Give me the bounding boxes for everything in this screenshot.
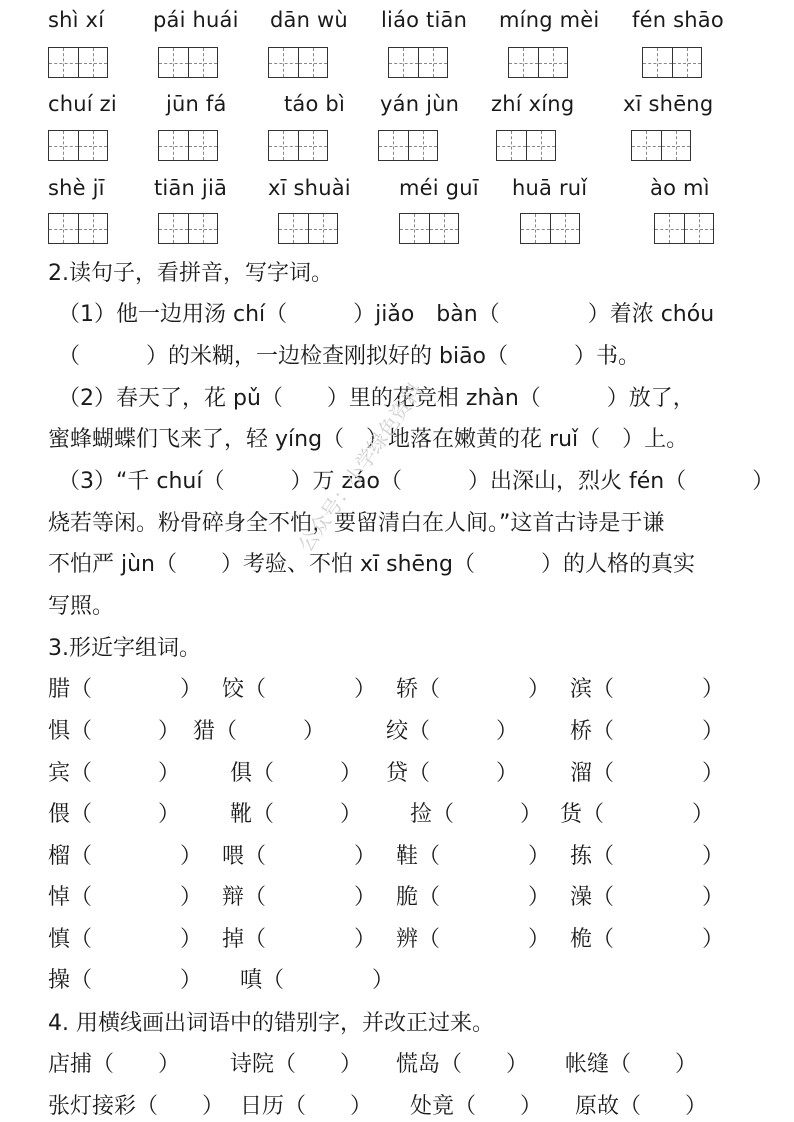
word-item: 喂（ ） xyxy=(222,844,377,869)
word-item: 桅（ ） xyxy=(570,927,725,952)
word-item: 货（ ） xyxy=(560,802,715,827)
word-item: 脆（ ） xyxy=(396,885,551,910)
section-heading: 2.读句子，看拼音，写字词。 xyxy=(48,261,333,286)
word-item: 俱（ ） xyxy=(230,761,363,786)
pinyin-label: xī shuài xyxy=(268,176,351,200)
word-item: 掉（ ） xyxy=(222,927,377,952)
word-item: 帐缝（ ） xyxy=(565,1052,698,1077)
writing-box[interactable] xyxy=(158,47,218,78)
word-item: 张灯接彩（ ） xyxy=(48,1094,225,1119)
pinyin-label: dān wù xyxy=(270,8,348,32)
word-item: 处竟（ ） xyxy=(410,1094,543,1119)
pinyin-label: táo bì xyxy=(284,92,345,116)
writing-box[interactable] xyxy=(278,213,338,244)
writing-box[interactable] xyxy=(48,213,108,244)
writing-box[interactable] xyxy=(642,47,702,78)
pinyin-label: xī shēng xyxy=(623,92,714,116)
writing-box[interactable] xyxy=(520,213,580,244)
pinyin-label: ào mì xyxy=(650,176,710,200)
sentence-line: （2）春天了，花 pǔ（ ）里的花竞相 zhàn（ ）放了， xyxy=(58,386,695,411)
writing-box[interactable] xyxy=(508,47,568,78)
writing-box[interactable] xyxy=(654,213,714,244)
word-item: 滨（ ） xyxy=(570,677,725,702)
word-item: 嗔（ ） xyxy=(240,968,395,993)
word-item: 日历（ ） xyxy=(240,1094,373,1119)
word-item: 饺（ ） xyxy=(222,677,377,702)
pinyin-label: shì xí xyxy=(48,8,105,32)
word-item: 慌岛（ ） xyxy=(396,1052,529,1077)
writing-box[interactable] xyxy=(496,130,556,161)
word-item: 澡（ ） xyxy=(570,885,725,910)
section-heading: 3.形近字组词。 xyxy=(48,636,201,661)
word-item: 轿（ ） xyxy=(396,677,551,702)
word-item: 绞（ ） xyxy=(386,719,519,744)
pinyin-label: fén shāo xyxy=(632,8,724,32)
word-item: 偎（ ） xyxy=(48,802,181,827)
word-item: 腊（ ） xyxy=(48,677,203,702)
word-item: 贷（ ） xyxy=(386,761,519,786)
writing-box[interactable] xyxy=(268,130,328,161)
writing-box[interactable] xyxy=(48,130,108,161)
sentence-line: （3）“千 chuí（ ）万 záo（ ）出深山，烈火 fén（ ） xyxy=(58,469,775,494)
word-item: 鞋（ ） xyxy=(396,844,551,869)
word-item: 猎（ ） xyxy=(193,719,326,744)
pinyin-label: huā ruǐ xyxy=(512,176,588,200)
word-item: 捡（ ） xyxy=(410,802,543,827)
sentence-line: （1）他一边用汤 chí（ ）jiǎo bàn（ ）着浓 chóu xyxy=(58,302,715,327)
word-item: 榴（ ） xyxy=(48,844,203,869)
writing-box[interactable] xyxy=(399,213,459,244)
word-item: 操（ ） xyxy=(48,968,203,993)
pinyin-label: méi guī xyxy=(399,176,479,200)
writing-box[interactable] xyxy=(48,47,108,78)
sentence-line: 蜜蜂蝴蝶们飞来了，轻 yíng（ ）地落在嫩黄的花 ruǐ（ ）上。 xyxy=(48,427,689,452)
sentence-line: 写照。 xyxy=(48,594,115,619)
pinyin-label: jūn fá xyxy=(166,92,227,116)
word-item: 桥（ ） xyxy=(570,719,725,744)
watermark: 公众号：小学绿色资料 xyxy=(293,378,428,557)
writing-box[interactable] xyxy=(158,213,218,244)
pinyin-label: tiān jiā xyxy=(154,176,228,200)
pinyin-label: shè jī xyxy=(48,176,105,200)
pinyin-label: pái huái xyxy=(153,8,239,32)
word-item: 拣（ ） xyxy=(570,844,725,869)
word-item: 诗院（ ） xyxy=(230,1052,363,1077)
pinyin-label: míng mèi xyxy=(499,8,600,32)
sentence-line: （ ）的米糊，一边检查刚拟好的 biāo（ ）书。 xyxy=(58,344,641,369)
pinyin-label: liáo tiān xyxy=(381,8,468,32)
pinyin-label: zhí xíng xyxy=(491,92,575,116)
pinyin-label: yán jùn xyxy=(380,92,460,116)
word-item: 店捕（ ） xyxy=(48,1052,181,1077)
word-item: 靴（ ） xyxy=(230,802,363,827)
pinyin-label: chuí zi xyxy=(48,92,117,116)
writing-box[interactable] xyxy=(158,130,218,161)
writing-box[interactable] xyxy=(631,130,691,161)
word-item: 宾（ ） xyxy=(48,761,181,786)
word-item: 辨（ ） xyxy=(396,927,551,952)
sentence-line: 烧若等闲。粉骨碎身全不怕，要留清白在人间。”这首古诗是于谦 xyxy=(48,511,665,536)
word-item: 惧（ ） xyxy=(48,719,181,744)
word-item: 悼（ ） xyxy=(48,885,203,910)
section-heading: 4. 用横线画出词语中的错别字，并改正过来。 xyxy=(48,1011,494,1036)
sentence-line: 不怕严 jùn（ ）考验、不怕 xī shēng（ ）的人格的真实 xyxy=(48,552,695,577)
word-item: 慎（ ） xyxy=(48,927,203,952)
word-item: 溜（ ） xyxy=(570,761,725,786)
writing-box[interactable] xyxy=(268,47,328,78)
word-item: 辩（ ） xyxy=(222,885,377,910)
word-item: 原故（ ） xyxy=(575,1094,708,1119)
writing-box[interactable] xyxy=(388,47,448,78)
writing-box[interactable] xyxy=(378,130,438,161)
